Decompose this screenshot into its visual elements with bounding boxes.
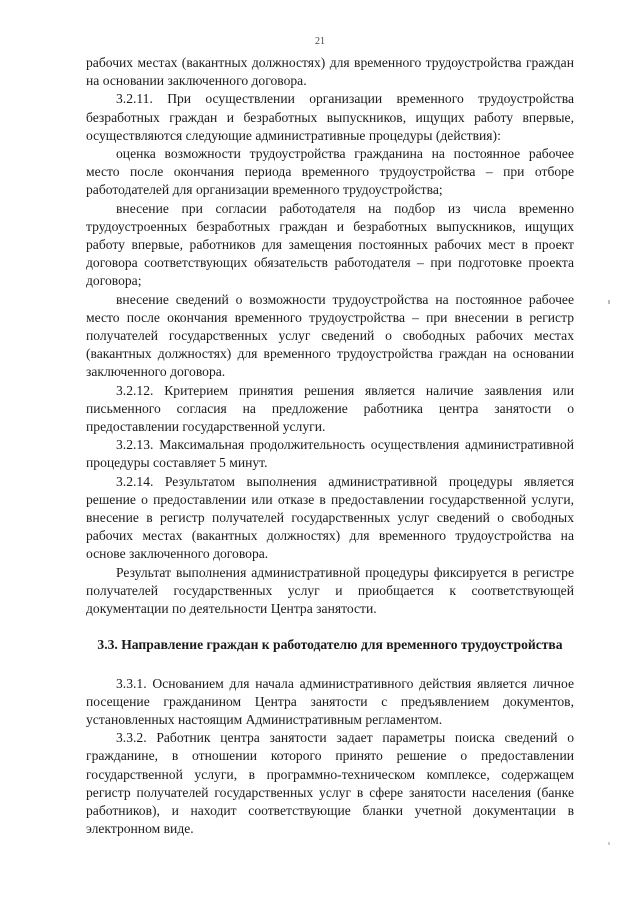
- document-body: [86, 54, 574, 838]
- paragraph-3-2-12: 3.2.12. Критерием принятия решения является наличие заявления или письменного согласия на предложение работника центра занятости о предоставлении государственной услуги.: [86, 382, 574, 435]
- paragraph-3-3-2: 3.3.2. Работник центра занятости задает параметры поиска сведений о гражданине, в отношении которого принято решение о предоставлении государственной услуги, в программно-техническом комплексе, содержащем регистр получателей государственных услуг в сфере занятости населения (банке работников), и находит соответствующие бланки учетной документации в электронном виде.: [86, 730, 574, 837]
- paragraph-3-2-14: 3.2.14. Результатом выполнения административной процедуры является решение о предоставлении или отказе в предоставлении государственной услуги, внесение в регистр получателей государственных услуг сведений о свободных рабочих местах (вакантных должностях) для временного трудоустройства на основе заключенного договора.: [86, 473, 574, 562]
- scan-artifact: [608, 842, 610, 845]
- paragraph-list-item-2: внесение при согласии работодателя на подбор из числа временно трудоустроенных безработных граждан и безработных выпускников, ищущих работу впервые, работников для замещения постоянных рабочих мест в проект договора соответствующих обязательств работодателя – при подготовке проекта договора;: [86, 200, 574, 289]
- section-heading: 3.3. Направление граждан к работодателю для временного трудоустройства: [97, 637, 563, 653]
- paragraph-continuation: рабочих местах (вакантных должностях) для временного трудоустройства граждан на основании заключенного договора.: [86, 55, 574, 89]
- paragraph-3-3-1: 3.3.1. Основанием для начала административного действия является личное посещение гражданином Центра занятости с предъявлением документов, установленных настоящим Административным регламентом.: [86, 675, 574, 727]
- scan-artifact: [608, 300, 610, 304]
- paragraph-3-2-11: 3.2.11. При осуществлении организации временного трудоустройства безработных граждан и безработных выпускников, ищущих работу впервые, осуществляются следующие административные процедуры (действия):: [86, 91, 574, 143]
- paragraph-3-2-13: 3.2.13. Максимальная продолжительность осуществления административной процедуры составляет 5 минут.: [86, 437, 574, 471]
- page-number: 21: [315, 36, 325, 47]
- paragraph-list-item-1: оценка возможности трудоустройства гражданина на постоянное рабочее место после окончания периода временного трудоустройства – при отборе работодателей для организации временного трудоустройства;: [86, 146, 574, 198]
- paragraph-list-item-3: внесение сведений о возможности трудоустройства на постоянное рабочее место после окончания временного трудоустройства – при внесении в регистр получателей государственных услуг сведений о свободных рабочих местах (вакантных должностях) для временного трудоустройства граждан на основании заключенного договора.: [86, 291, 574, 380]
- paragraph-result: Результат выполнения административной процедуры фиксируется в регистре получателей государственных услуг и приобщается к соответствующей документации по деятельности Центра занятости.: [86, 564, 574, 617]
